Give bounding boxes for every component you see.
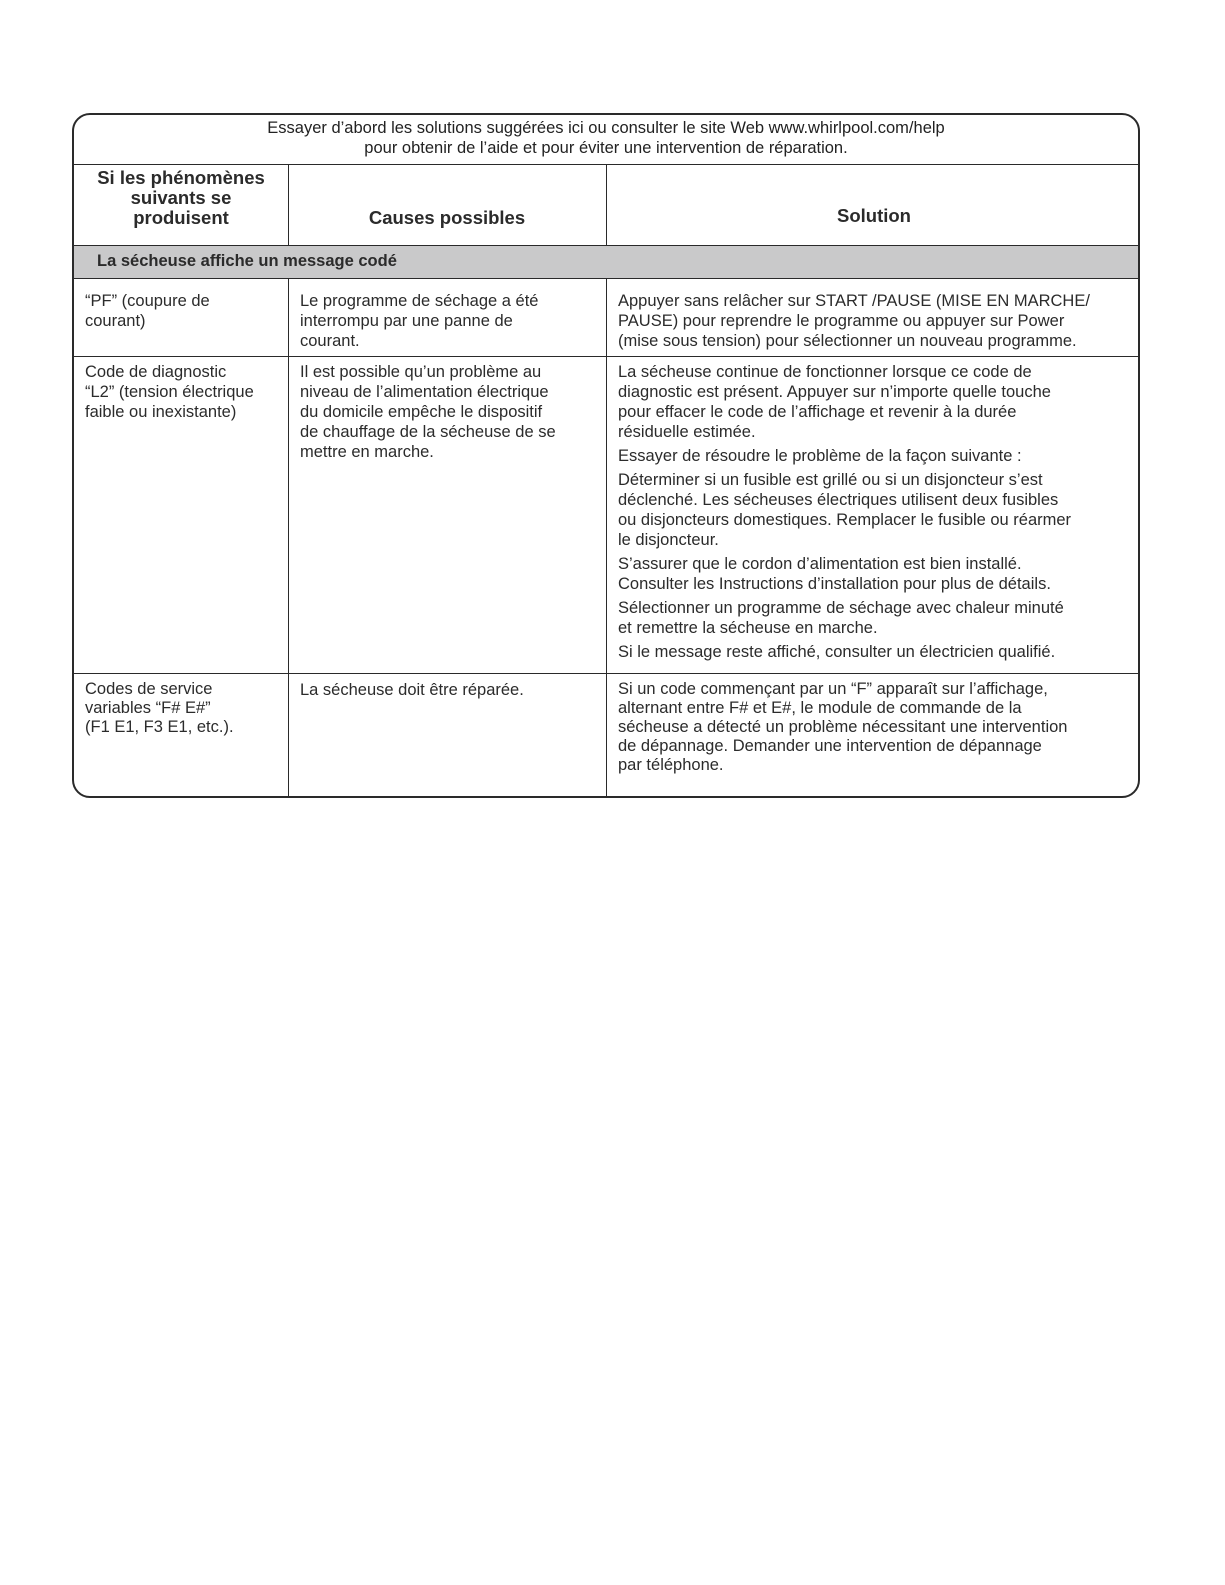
text-line: Code de diagnostic — [85, 363, 227, 381]
text-line: Déterminer si un fusible est grillé ou si un disjoncteur s’est — [618, 471, 1043, 489]
text-line: variables “F# E#” — [85, 699, 211, 717]
solution-paragraph — [618, 446, 1134, 466]
text-line: résiduelle estimée. — [618, 423, 756, 441]
header-line: produisent — [133, 207, 229, 228]
table-row-problem — [85, 291, 281, 331]
text-line: Le programme de séchage a été — [300, 292, 539, 310]
text-line: ou disjoncteurs domestiques. Remplacer le fusible ou réarmer — [618, 511, 1072, 529]
text-line: sécheuse a détecté un problème nécessitant une intervention — [618, 718, 1068, 736]
header-causes: Causes possibles — [368, 207, 526, 228]
text-line: de chauffage de la sécheuse de se — [300, 423, 556, 441]
table-row-solution — [618, 291, 1134, 355]
text-line: Si le message reste affiché, consulter un électricien qualifié. — [618, 643, 1056, 661]
solution-paragraph — [618, 598, 1134, 638]
text-line: de dépannage. Demander une intervention de dépannage — [618, 737, 1042, 755]
solution-paragraph — [618, 680, 1134, 775]
text-line: et remettre la sécheuse en marche. — [618, 619, 878, 637]
table-row-cause — [300, 680, 600, 700]
header-problems — [74, 168, 288, 228]
text-line: par téléphone. — [618, 756, 724, 774]
category-label: La sécheuse affiche un message codé — [97, 252, 397, 270]
text-line: “L2” (tension électrique — [85, 383, 254, 401]
text-line: mettre en marche. — [300, 443, 434, 461]
text-line: courant) — [85, 312, 146, 330]
intro-banner — [74, 115, 1138, 165]
table-row-cause — [300, 362, 600, 462]
text-line: La sécheuse continue de fonctionner lorsque ce code de — [618, 363, 1032, 381]
text-line: courant. — [300, 332, 360, 350]
text-line: Consulter les Instructions d’installation pour plus de détails. — [618, 575, 1051, 593]
solution-paragraph — [618, 642, 1134, 662]
category-band — [74, 245, 1138, 279]
text-line: Sélectionner un programme de séchage avec chaleur minuté — [618, 599, 1064, 617]
text-line: La sécheuse doit être réparée. — [300, 681, 524, 699]
text-line: diagnostic est présent. Appuyer sur n’importe quelle touche — [618, 383, 1051, 401]
header-line: Si les phénomènes — [97, 167, 265, 188]
text-line: le disjoncteur. — [618, 531, 719, 549]
intro-line: pour obtenir de l’aide et pour éviter une intervention de réparation. — [364, 138, 848, 157]
solution-paragraph — [618, 291, 1134, 351]
troubleshooting-table — [72, 113, 1140, 798]
table-row-solution — [618, 680, 1134, 779]
intro-line: Essayer d’abord les solutions suggérées ici ou consulter le site Web www.whirlpool.com/help — [267, 119, 945, 137]
text-line: Il est possible qu’un problème au — [300, 363, 542, 381]
text-line: déclenché. Les sécheuses électriques utilisent deux fusibles — [618, 491, 1059, 509]
table-row-problem — [85, 680, 281, 737]
table-row-problem — [85, 362, 281, 422]
header-line: suivants se — [130, 187, 232, 208]
text-line: Si un code commençant par un “F” apparaît sur l’affichage, — [618, 680, 1048, 698]
text-line: Codes de service — [85, 680, 213, 698]
text-line: du domicile empêche le dispositif — [300, 403, 543, 421]
text-line: pour effacer le code de l’affichage et revenir à la durée — [618, 403, 1017, 421]
text-line: Essayer de résoudre le problème de la façon suivante : — [618, 447, 1022, 465]
solution-paragraph — [618, 362, 1134, 442]
text-line: (mise sous tension) pour sélectionner un nouveau programme. — [618, 332, 1077, 350]
text-line: Appuyer sans relâcher sur START /PAUSE (MISE EN MARCHE/ — [618, 292, 1090, 310]
text-line: (F1 E1, F3 E1, etc.). — [85, 718, 234, 736]
text-line: faible ou inexistante) — [85, 403, 237, 421]
text-line: niveau de l’alimentation électrique — [300, 383, 549, 401]
text-line: alternant entre F# et E#, le module de commande de la — [618, 699, 1022, 717]
row-divider — [74, 673, 1138, 674]
header-solution: Solution — [837, 205, 911, 226]
text-line: S’assurer que le cordon d’alimentation est bien installé. — [618, 555, 1022, 573]
text-line: “PF” (coupure de — [85, 292, 210, 310]
row-divider — [74, 356, 1138, 357]
text-line: interrompu par une panne de — [300, 312, 513, 330]
text-line: PAUSE) pour reprendre le programme ou appuyer sur Power — [618, 312, 1065, 330]
table-row-solution — [618, 362, 1134, 666]
solution-paragraph — [618, 554, 1134, 594]
table-row-cause — [300, 291, 600, 351]
solution-paragraph — [618, 470, 1134, 550]
